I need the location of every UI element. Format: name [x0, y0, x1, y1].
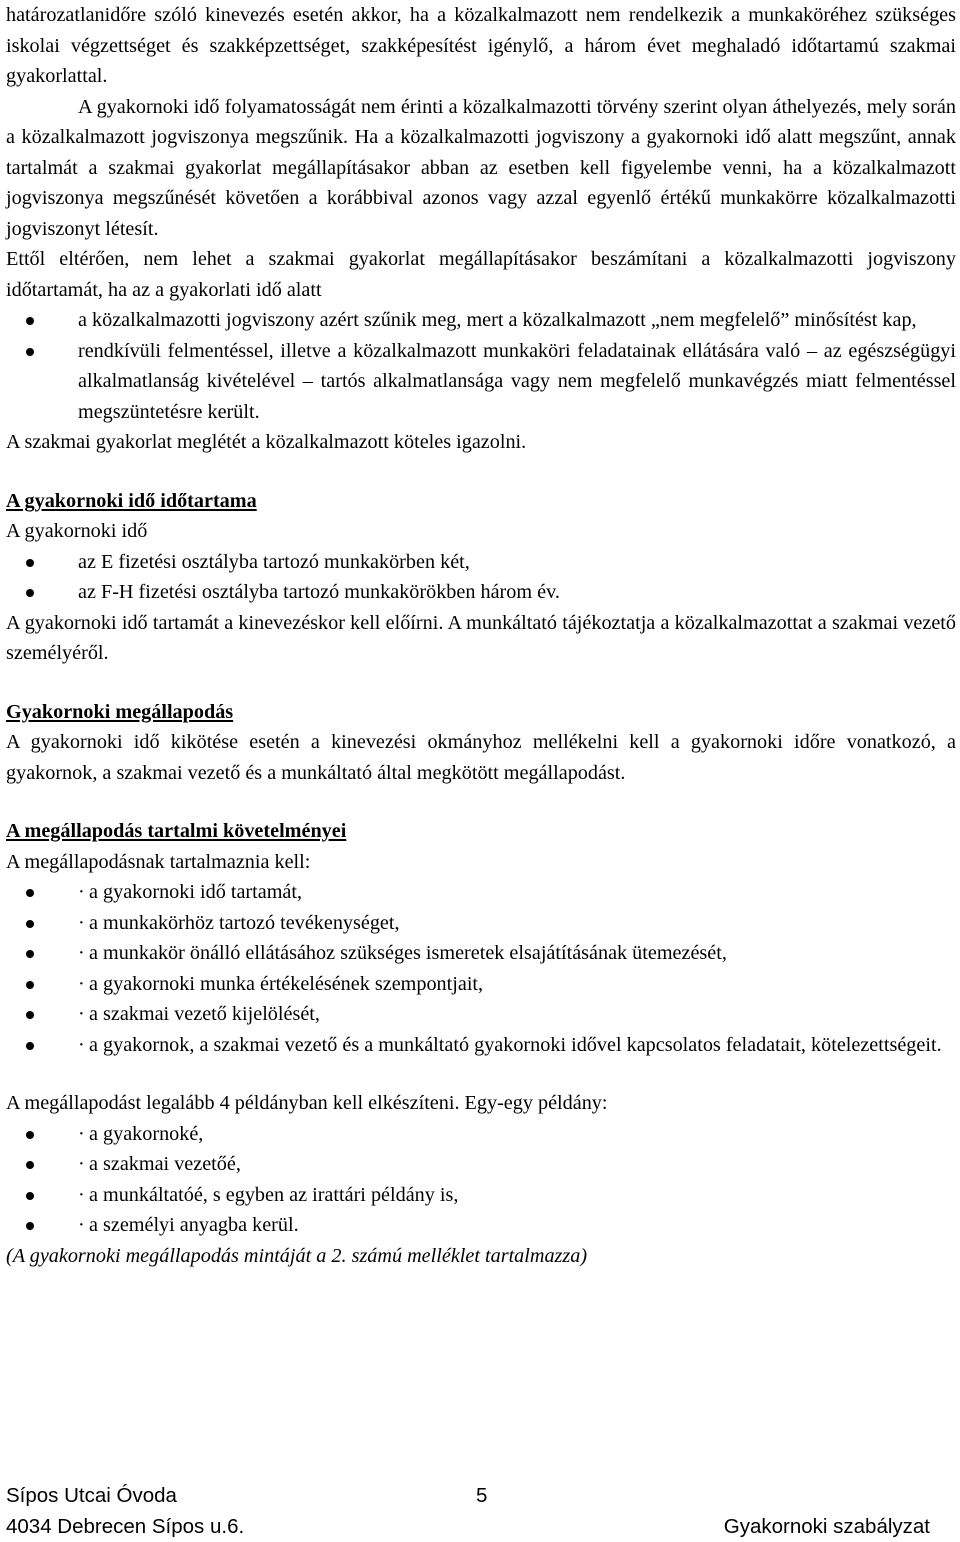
exceptions-list [6, 305, 956, 427]
footer-org: Sípos Utcai Óvoda [6, 1481, 177, 1512]
document-page [6, 0, 956, 1271]
bullet-icon [26, 1131, 34, 1139]
bullet-icon [26, 1222, 34, 1230]
bullet-icon [26, 589, 34, 597]
paragraph-duration-intro: A gyakornoki idő [6, 516, 956, 547]
list-item: az E fizetési osztályba tartozó munkakörben két, [6, 547, 956, 578]
list-item: · a szakmai vezető kijelölését, [6, 999, 956, 1030]
list-item: · a munkakör önálló ellátásához szükséges ismeretek elsajátításának ütemezését, [6, 938, 956, 969]
bullet-icon [26, 950, 34, 958]
list-item: · a gyakornok, a szakmai vezető és a munkáltató gyakornoki idővel kapcsolatos feladatait, kötelezettségeit. [6, 1030, 956, 1061]
bullet-icon [26, 1011, 34, 1019]
list-item: · a gyakornoki idő tartamát, [6, 877, 956, 908]
heading-requirements: A megállapodás tartalmi követelményei [6, 816, 956, 847]
bullet-icon [26, 981, 34, 989]
paragraph-duration-note: A gyakornoki idő tartamát a kinevezéskor kell előírni. A munkáltató tájékoztatja a közalkalmazottat a szakmai vezető személyéről. [6, 608, 956, 669]
bullet-icon [26, 1161, 34, 1169]
heading-agreement: Gyakornoki megállapodás [6, 697, 956, 728]
list-item: · a munkáltatóé, s egyben az irattári példány is, [6, 1180, 956, 1211]
list-item: · a szakmai vezetőé, [6, 1149, 956, 1180]
bullet-icon [26, 317, 34, 325]
bullet-icon [26, 920, 34, 928]
paragraph-intro: határozatlanidőre szóló kinevezés esetén akkor, ha a közalkalmazott nem rendelkezik a munkaköréhez szükséges iskolai végzettséget és szakképzettséget, szakképesítést igénylő, a három évet meghaladó időtartamú szakmai gyakorlattal. [6, 0, 956, 92]
paragraph-requirements-intro: A megállapodásnak tartalmaznia kell: [6, 847, 956, 878]
paragraph-continuity: A gyakornoki idő folyamatosságát nem érinti a közalkalmazotti törvény szerint olyan áthelyezés, mely során a közalkalmazott jogviszonya megszűnik. Ha a közalkalmazotti jogviszony a gyakornoki idő alatt megszűnt, annak tartalmát a szakmai gyakorlat megállapításakor abban az esetben kell figyelembe venni, ha a közalkalmazott jogviszonya megszűnését követően a korábbival azonos vagy azzal egyenlő értékű munkakörre közalkalmazotti jogviszonyt létesít. [6, 92, 956, 245]
paragraph-certify: A szakmai gyakorlat meglétét a közalkalmazott köteles igazolni. [6, 427, 956, 458]
bullet-icon [26, 1042, 34, 1050]
list-item: · a gyakornoki munka értékelésének szempontjait, [6, 969, 956, 1000]
footer-address: 4034 Debrecen Sípos u.6. [6, 1512, 244, 1542]
copies-list [6, 1119, 956, 1241]
page-footer [6, 1481, 930, 1542]
list-item: rendkívüli felmentéssel, illetve a közalkalmazott munkaköri feladatainak ellátására való – az egészségügyi alkalmatlanság kivételével – tartós alkalmatlansága vagy nem megfelelő munkavégzés miatt felmentéssel megszüntetésre került. [6, 336, 956, 428]
bullet-icon [26, 559, 34, 567]
paragraph-copies: A megállapodást legalább 4 példányban kell elkészíteni. Egy-egy példány: [6, 1088, 956, 1119]
list-item: · a személyi anyagba kerül. [6, 1210, 956, 1241]
list-item: az F-H fizetési osztályba tartozó munkakörökben három év. [6, 577, 956, 608]
bullet-icon [26, 1192, 34, 1200]
bullet-icon [26, 348, 34, 356]
paragraph-exceptions: Ettől eltérően, nem lehet a szakmai gyakorlat megállapításakor beszámítani a közalkalmazotti jogviszony időtartamát, ha az a gyakorlati idő alatt [6, 244, 956, 305]
requirements-list [6, 877, 956, 1060]
page-number: 5 [476, 1481, 487, 1512]
paragraph-agreement: A gyakornoki idő kikötése esetén a kinevezési okmányhoz mellékelni kell a gyakornoki időre vonatkozó, a gyakornok, a szakmai vezető és a munkáltató által megkötött megállapodást. [6, 727, 956, 788]
paragraph-appendix-note: (A gyakornoki megállapodás mintáját a 2. számú melléklet tartalmazza) [6, 1241, 956, 1272]
footer-doc-title: Gyakornoki szabályzat [724, 1512, 930, 1542]
list-item: · a munkakörhöz tartozó tevékenységet, [6, 908, 956, 939]
heading-duration: A gyakornoki idő időtartama [6, 486, 956, 517]
list-item: a közalkalmazotti jogviszony azért szűnik meg, mert a közalkalmazott „nem megfelelő” minősítést kap, [6, 305, 956, 336]
list-item: · a gyakornoké, [6, 1119, 956, 1150]
bullet-icon [26, 889, 34, 897]
duration-list [6, 547, 956, 608]
